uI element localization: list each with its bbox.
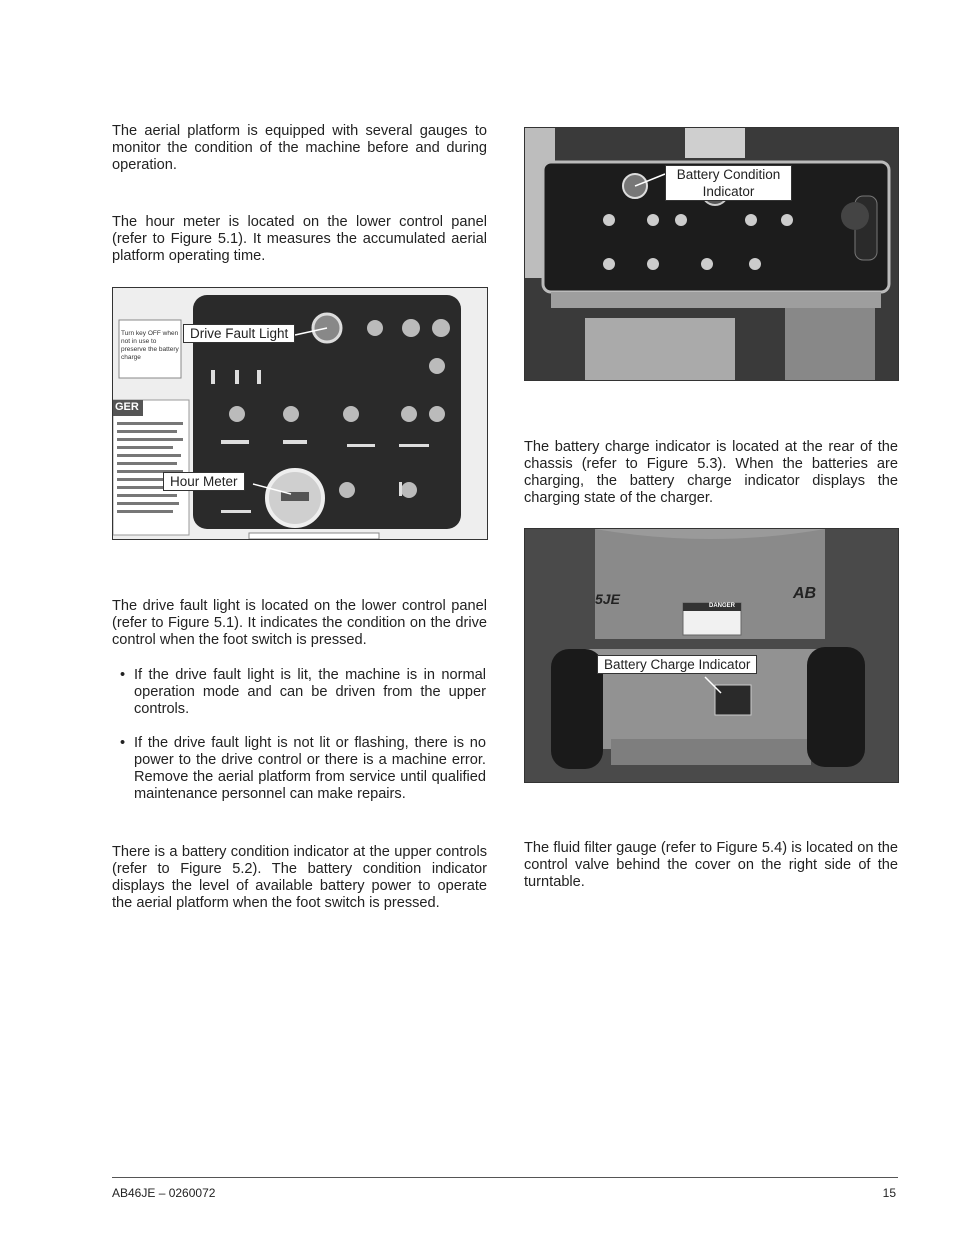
- callout-battery-charge-indicator: Battery Charge Indicator: [597, 655, 757, 674]
- lower-control-panel-photo: [113, 288, 487, 539]
- footer-rule: [112, 1177, 898, 1178]
- drive-fault-paragraph: The drive fault light is located on the lower control panel (refer to Figure 5.1). It indicates the condition on the drive control when the foot switch is pressed.: [112, 598, 487, 648]
- fluid-filter-paragraph: The fluid filter gauge (refer to Figure 5.4) is located on the control valve behind the cover on the right side of the turntable.: [524, 840, 898, 890]
- figure-upper-control-panel: [524, 127, 899, 381]
- danger-decal-label: DANGER: [709, 603, 736, 609]
- battery-key-sticker: Turn key OFF when not in use to preserve the battery charge: [121, 330, 179, 361]
- model-text-left: 5JE: [595, 591, 620, 607]
- battery-charge-paragraph: The battery charge indicator is located at the rear of the chassis (refer to Figure 5.3). When the batteries are charging, the battery charge indicator displays the charging state of the charger.: [524, 439, 898, 506]
- bullet-item: [120, 667, 486, 718]
- callout-battery-condition-indicator: Battery Condition Indicator: [665, 165, 792, 201]
- callout-drive-fault-light: Drive Fault Light: [183, 324, 295, 343]
- bullet-dot: •: [120, 667, 126, 683]
- footer-page-number: 15: [882, 1186, 896, 1200]
- bullet-text: If the drive fault light is lit, the machine is in normal operation mode and can be driven from the upper controls.: [134, 667, 486, 717]
- figure-lower-control-panel: [112, 287, 488, 540]
- callout-hour-meter: Hour Meter: [163, 472, 245, 491]
- footer-document-number: AB46JE – 0260072: [112, 1186, 216, 1200]
- intro-paragraph: The aerial platform is equipped with several gauges to monitor the condition of the machine before and during operation.: [112, 123, 487, 173]
- figure-rear-chassis: [524, 528, 899, 783]
- bullet-item: [120, 735, 486, 803]
- bullet-dot: •: [120, 735, 126, 751]
- bullet-text: If the drive fault light is not lit or flashing, there is no power to the drive control or there is a machine error. Remove the aerial platform from service until qualified maintenance personnel can make repairs.: [134, 735, 486, 802]
- danger-decal-header: GER: [115, 401, 139, 413]
- hour-meter-paragraph: The hour meter is located on the lower control panel (refer to Figure 5.1). It measures the accumulated aerial platform operating time.: [112, 214, 487, 264]
- model-text-right: AB: [793, 585, 817, 602]
- battery-condition-paragraph: There is a battery condition indicator at the upper controls (refer to Figure 5.2). The battery condition indicator displays the level of available battery power to operate the aerial platform when the foot switch is pressed.: [112, 844, 487, 911]
